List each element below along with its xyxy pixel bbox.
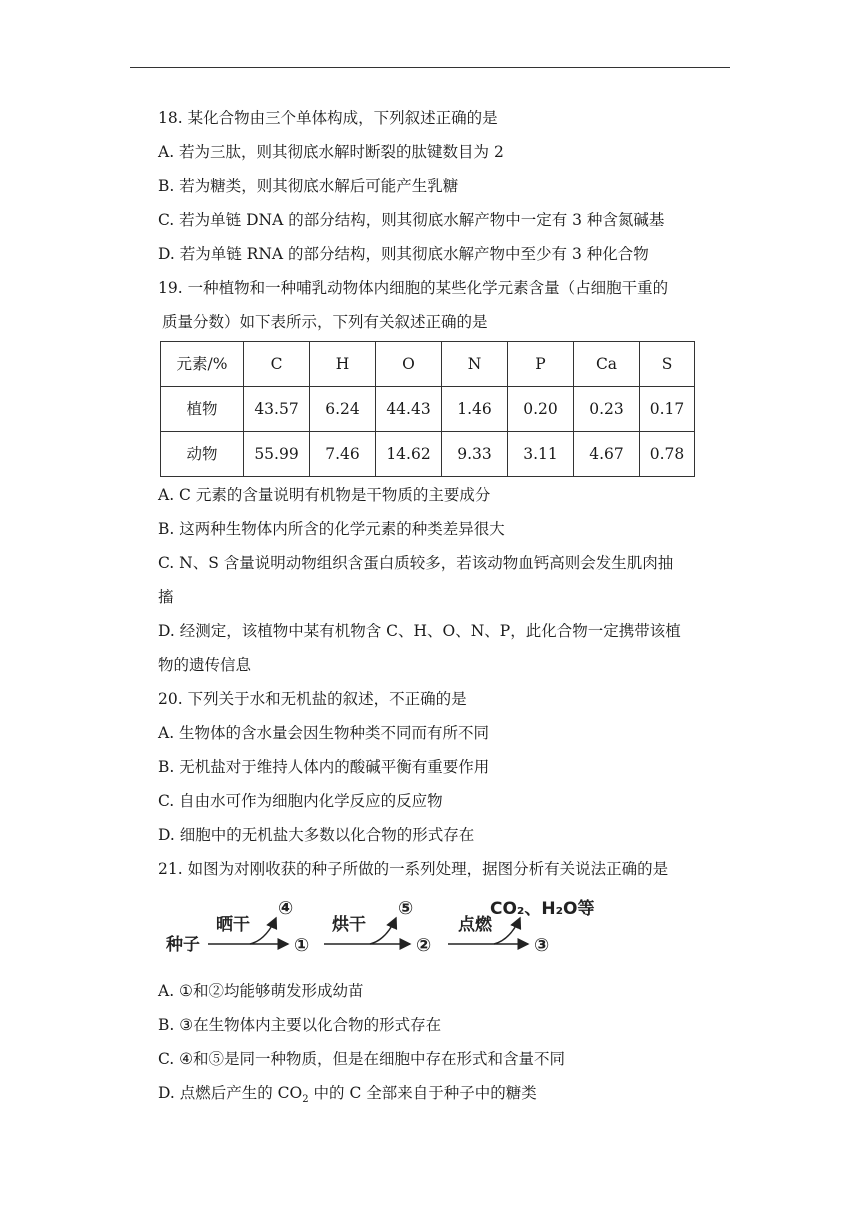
table-row <box>161 432 695 477</box>
table-header-cell: S <box>640 342 695 387</box>
q18-option-c: C. 若为单链 DNA 的部分结构，则其彻底水解产物中一定有 3 种含氮碱基 <box>158 211 665 229</box>
q19-stem-line2: 质量分数）如下表所示，下列有关叙述正确的是 <box>162 313 488 331</box>
question-sheet <box>158 101 738 1117</box>
step-dry-sun-label: 晒干 <box>216 915 250 935</box>
circle-4-label: ④ <box>278 898 294 919</box>
q21-option-d-text-pre: D. 点燃后产生的 CO <box>158 1084 303 1102</box>
table-header-row <box>161 342 695 387</box>
q20-option-a: A. 生物体的含水量会因生物种类不同而有所不同 <box>158 724 490 742</box>
table-cell: 44.43 <box>376 387 442 432</box>
q19-option-c-line1: C. N、S 含量说明动物组织含蛋白质较多，若该动物血钙高则会发生肌肉抽 <box>158 554 674 572</box>
table-cell: 0.78 <box>640 432 695 477</box>
table-header-cell: N <box>442 342 508 387</box>
q20-option-d: D. 细胞中的无机盐大多数以化合物的形式存在 <box>158 826 475 844</box>
q19-option-a: A. C 元素的含量说明有机物是干物质的主要成分 <box>158 486 491 504</box>
header-rule <box>130 67 730 68</box>
q18-stem: 18. 某化合物由三个单体构成，下列叙述正确的是 <box>158 109 498 127</box>
arrow-to-4 <box>250 918 276 944</box>
q18-option-d: D. 若为单链 RNA 的部分结构，则其彻底水解产物中至少有 3 种化合物 <box>158 245 649 263</box>
table-cell: 3.11 <box>508 432 574 477</box>
circle-3-label: ③ <box>534 935 550 956</box>
q19-option-b: B. 这两种生物体内所含的化学元素的种类差异很大 <box>158 520 505 538</box>
table-cell: 1.46 <box>442 387 508 432</box>
table-header-cell: 元素/% <box>161 342 244 387</box>
q21-option-d <box>158 1076 738 1117</box>
q18-option-a: A. 若为三肽，则其彻底水解时断裂的肽键数目为 2 <box>158 143 504 161</box>
table-cell: 55.99 <box>244 432 310 477</box>
element-content-table <box>160 341 695 477</box>
seed-label: 种子 <box>166 935 200 955</box>
q20-option-b: B. 无机盐对于维持人体内的酸碱平衡有重要作用 <box>158 758 490 776</box>
table-cell: 43.57 <box>244 387 310 432</box>
seed-processing-diagram <box>158 892 738 970</box>
circle-1-label: ① <box>294 935 310 956</box>
table-header-cell: P <box>508 342 574 387</box>
q21-stem: 21. 如图为对刚收获的种子所做的一系列处理，据图分析有关说法正确的是 <box>158 860 669 878</box>
table-row <box>161 387 695 432</box>
q21-option-d-text-post: 中的 C 全部来自于种子中的糖类 <box>308 1084 537 1102</box>
table-cell: 0.20 <box>508 387 574 432</box>
q21-option-c: C. ④和⑤是同一种物质，但是在细胞中存在形式和含量不同 <box>158 1050 566 1068</box>
products-label: CO₂、H₂O等 <box>490 899 595 919</box>
q20-option-c: C. 自由水可作为细胞内化学反应的反应物 <box>158 792 443 810</box>
table-cell: 6.24 <box>310 387 376 432</box>
table-cell: 0.17 <box>640 387 695 432</box>
arrow-to-products <box>494 918 520 944</box>
table-cell: 7.46 <box>310 432 376 477</box>
q19-option-c-line2: 搐 <box>158 588 174 606</box>
seed-processing-flow <box>158 892 598 970</box>
table-cell: 4.67 <box>574 432 640 477</box>
table-cell: 9.33 <box>442 432 508 477</box>
q21-option-a: A. ①和②均能够萌发形成幼苗 <box>158 982 364 1000</box>
q21-option-d-subscript: 2 <box>302 1094 309 1106</box>
step-ignite-label: 点燃 <box>458 915 492 935</box>
table-cell: 0.23 <box>574 387 640 432</box>
table-header-cell: O <box>376 342 442 387</box>
table-cell: 14.62 <box>376 432 442 477</box>
table-header-cell: H <box>310 342 376 387</box>
table-header-cell: Ca <box>574 342 640 387</box>
q19-stem-line1: 19. 一种植物和一种哺乳动物体内细胞的某些化学元素含量（占细胞干重的 <box>158 279 669 297</box>
q18-option-b: B. 若为糖类，则其彻底水解后可能产生乳糖 <box>158 177 459 195</box>
q21-option-b: B. ③在生物体内主要以化合物的形式存在 <box>158 1016 442 1034</box>
circle-5-label: ⑤ <box>398 898 414 919</box>
q20-stem: 20. 下列关于水和无机盐的叙述，不正确的是 <box>158 690 467 708</box>
q19-option-d-line2: 物的遗传信息 <box>158 656 252 674</box>
table-header-cell: C <box>244 342 310 387</box>
arrow-to-5 <box>370 918 396 944</box>
table-cell: 动物 <box>161 432 244 477</box>
step-oven-dry-label: 烘干 <box>332 915 366 935</box>
table-cell: 植物 <box>161 387 244 432</box>
circle-2-label: ② <box>416 935 432 956</box>
q19-option-d-line1: D. 经测定，该植物中某有机物含 C、H、O、N、P，此化合物一定携带该植 <box>158 622 681 640</box>
